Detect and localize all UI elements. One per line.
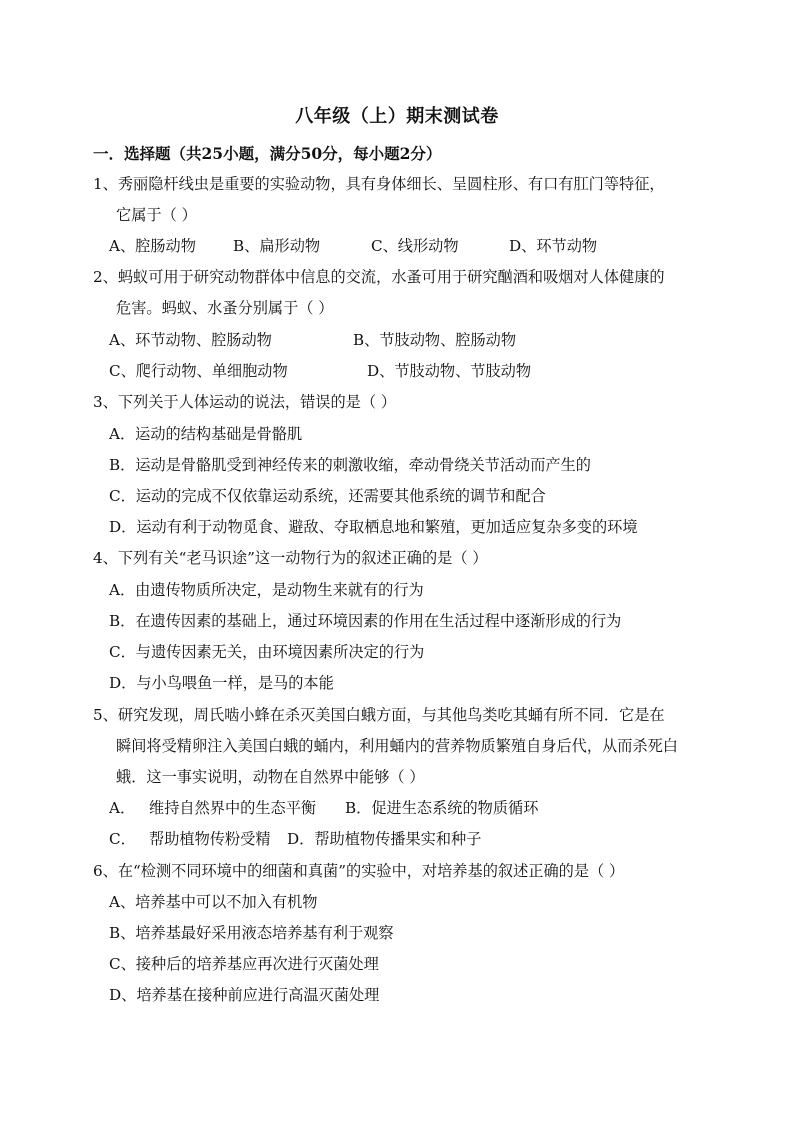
question-5-stem-line-2: 瞬间将受精卵注入美国白蛾的蛹内，利用蛹内的营养物质繁殖自身后代，从而杀死白: [116, 737, 678, 755]
question-3-option-d: D．运动有利于动物觅食、避敌、夺取栖息地和繁殖，更加适应复杂多变的环境: [109, 518, 638, 536]
question-4-stem: 4、下列有关“老马识途”这一动物行为的叙述正确的是（ ）: [93, 549, 488, 567]
question-6-option-d: D、培养基在接种前应进行高温灭菌处理: [109, 986, 380, 1004]
question-4-option-c: C．与遗传因素无关，由环境因素所决定的行为: [109, 643, 425, 661]
question-2-stem-line-2: 危害。蚂蚁、水蚤分别属于（ ）: [116, 299, 334, 317]
option-a-text: 维持自然界中的生态平衡: [149, 799, 317, 817]
option-d: D、环节动物: [509, 237, 598, 255]
option-d: D．帮助植物传播果实和种子: [287, 830, 482, 848]
option-b: B、扁形动物: [233, 237, 321, 255]
question-3-stem: 3、下列关于人体运动的说法，错误的是（ ）: [93, 393, 397, 411]
option-a: A、环节动物、腔肠动物: [109, 331, 272, 349]
question-1-stem-line-2: 它属于（ ）: [116, 206, 197, 224]
section-heading: 一．选择题（共25小题，满分50分，每小题2分）: [93, 144, 442, 163]
question-4-option-b: B．在遗传因素的基础上，通过环境因素的作用在生活过程中逐渐形成的行为: [109, 612, 622, 630]
option-a-letter: A．: [109, 799, 136, 817]
option-b: B．促进生态系统的物质循环: [345, 799, 539, 817]
question-6-stem: 6、在“检测不同环境中的细菌和真菌”的实验中，对培养基的叙述正确的是（ ）: [93, 862, 625, 880]
question-4-option-d: D．与小鸟喂鱼一样，是马的本能: [109, 674, 334, 692]
question-3-option-b: B．运动是骨骼肌受到神经传来的刺激收缩，牵动骨绕关节活动而产生的: [109, 456, 591, 474]
question-6-option-b: B、培养基最好采用液态培养基有利于观察: [109, 924, 394, 942]
question-3-option-a: A．运动的结构基础是骨骼肌: [109, 425, 303, 443]
question-3-option-c: C．运动的完成不仅依靠运动系统，还需要其他系统的调节和配合: [109, 487, 546, 505]
option-c: C、线形动物: [371, 237, 459, 255]
question-5-stem-line-3: 蛾．这一事实说明，动物在自然界中能够（ ）: [116, 768, 425, 786]
question-2-stem-line-1: 2、蚂蚁可用于研究动物群体中信息的交流，水蚤可用于研究酗酒和吸烟对人体健康的: [93, 268, 665, 286]
option-c-letter: C．: [109, 830, 136, 848]
option-c: C、爬行动物、单细胞动物: [109, 362, 288, 380]
option-d: D、节肢动物、节肢动物: [367, 362, 532, 380]
question-1-stem-line-1: 1、秀丽隐杆线虫是重要的实验动物，具有身体细长、呈圆柱形、有口有肛门等特征，: [93, 175, 665, 193]
option-b: B、节肢动物、腔肠动物: [353, 331, 517, 349]
page-title: 八年级（上）期末测试卷: [295, 106, 499, 127]
option-a: A、腔肠动物: [109, 237, 196, 255]
question-6-option-a: A、培养基中可以不加入有机物: [109, 893, 318, 911]
question-6-option-c: C、接种后的培养基应再次进行灭菌处理: [109, 955, 379, 973]
option-c-text: 帮助植物传粉受精: [149, 830, 271, 848]
question-4-option-a: A．由遗传物质所决定，是动物生来就有的行为: [109, 581, 424, 599]
question-5-stem-line-1: 5、研究发现，周氏啮小蜂在杀灭美国白蛾方面，与其他鸟类吃其蛹有所不同．它是在: [93, 706, 665, 724]
